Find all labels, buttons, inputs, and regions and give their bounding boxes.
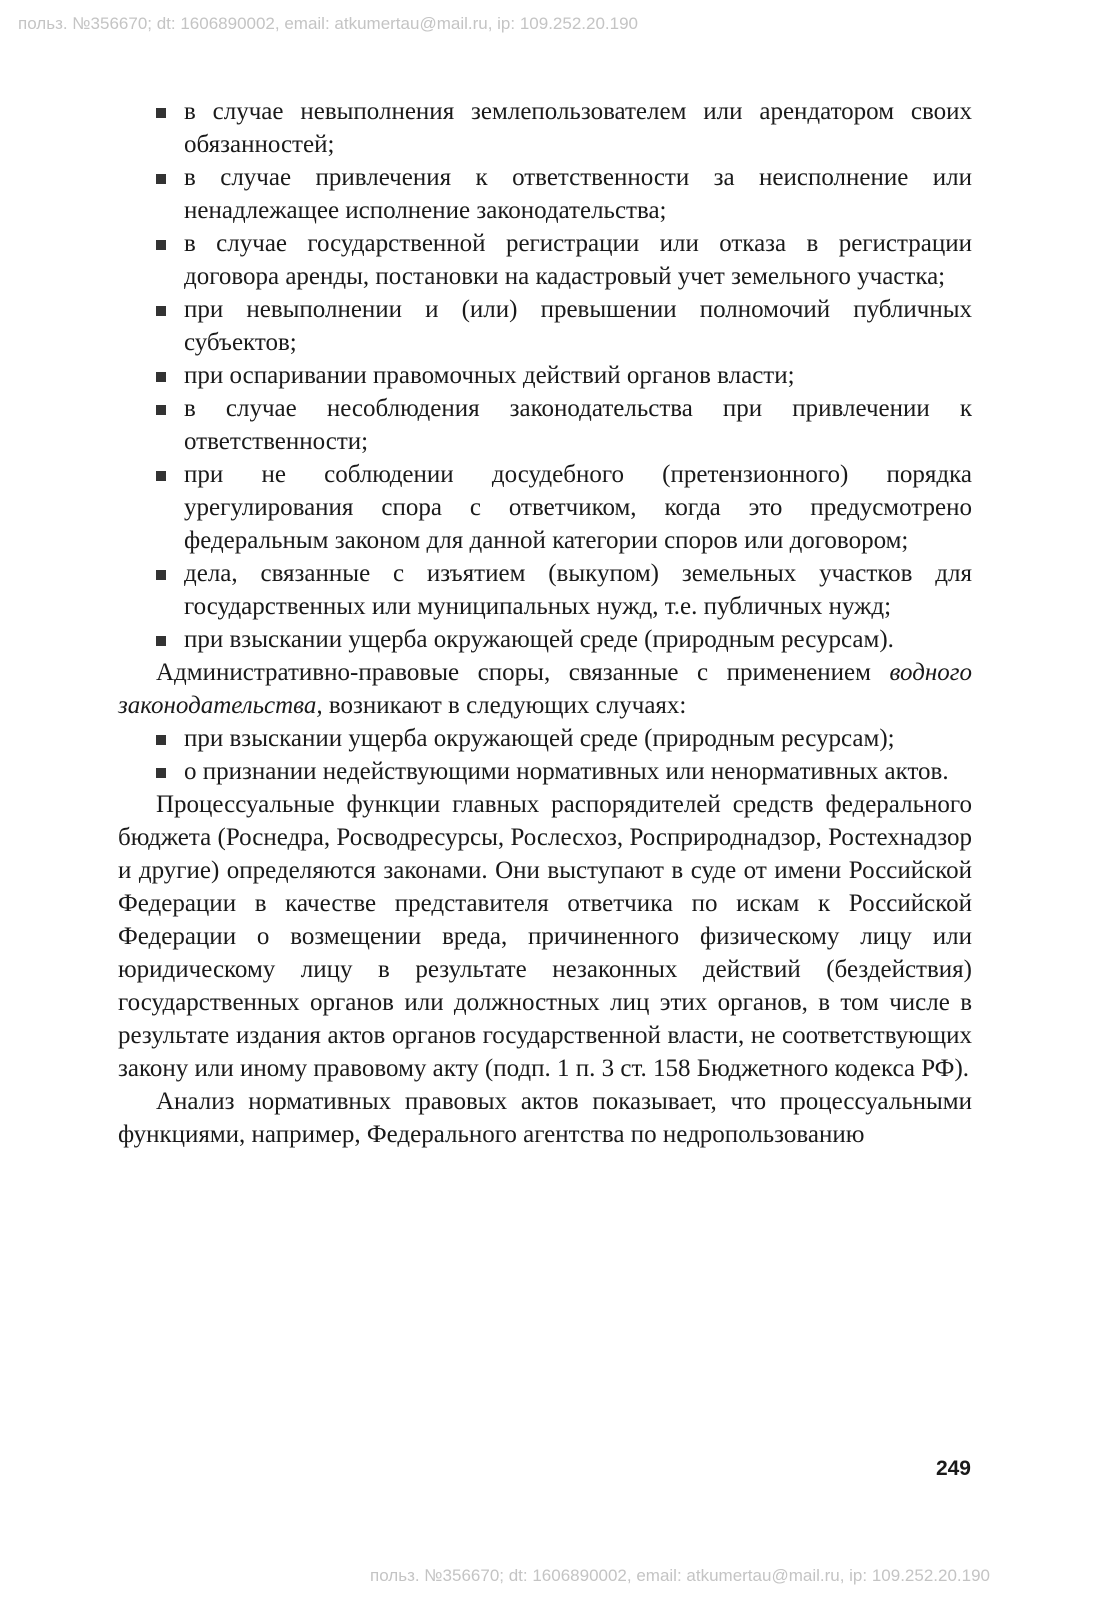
list-item: дела, связанные с изъятием (выкупом) земельных участков для государственных или муниципальных нужд, т.е. публичных нужд;: [118, 557, 972, 623]
paragraph-budget-functions: Процессуальные функции главных распорядителей средств федерального бюджета (Роснедра, Росводресурсы, Рослесхоз, Росприроднадзор, Ростехнадзор и другие) определяются законами. Они выступают в суде от имени Российской Федерации в качестве представителя ответчика по искам к Российской Федерации о возмещении вреда, причиненного физическому лицу или юридическому лицу в результате незаконных действий (бездействия) государственных органов или должностных лиц этих органов, в том числе в результате издания актов органов государственной власти, не соответствующих закону или иному правовому акту (подп. 1 п. 3 ст. 158 Бюджетного кодекса РФ).: [118, 791, 972, 1082]
list-item: в случае государственной регистрации или отказа в регистрации договора аренды, постановки на кадастровый учет земельного участка;: [118, 227, 972, 293]
paragraph-water-law-intro: [118, 656, 972, 722]
list-item: при взыскании ущерба окружающей среде (природным ресурсам);: [118, 722, 972, 755]
paragraph-text: Административно-правовые споры, связанные с применением: [156, 659, 890, 686]
page-number: 249: [935, 1457, 971, 1480]
list-item: при взыскании ущерба окружающей среде (природным ресурсам).: [118, 623, 972, 656]
list-item: при оспаривании правомочных действий органов власти;: [118, 359, 972, 392]
italic-term: водного законодательства,: [118, 659, 972, 719]
list-item: в случае несоблюдения законодательства при привлечении к ответственности;: [118, 392, 972, 458]
page-body: [118, 95, 972, 1151]
paragraph-analysis: Анализ нормативных правовых актов показывает, что процессуальными функциями, например, Федерального агентства по недропользованию: [118, 1088, 972, 1148]
watermark-top: польз. №356670; dt: 1606890002, email: atkumertau@mail.ru, ip: 109.252.20.190: [18, 14, 639, 33]
list-item: при невыполнении и (или) превышении полномочий публичных субъектов;: [118, 293, 972, 359]
list-item: о признании недействующими нормативных или ненормативных актов.: [118, 755, 972, 788]
watermark-bottom: польз. №356670; dt: 1606890002, email: atkumertau@mail.ru, ip: 109.252.20.190: [370, 1566, 991, 1585]
list-item: в случае привлечения к ответственности за неисполнение или ненадлежащее исполнение законодательства;: [118, 161, 972, 227]
list-item: в случае невыполнения землепользователем или арендатором своих обязанностей;: [118, 95, 972, 161]
bullet-list-water-disputes: [118, 722, 972, 788]
list-item: при не соблюдении досудебного (претензионного) порядка урегулирования спора с ответчиком, когда это предусмотрено федеральным законом для данной категории споров или договором;: [118, 458, 972, 557]
bullet-list-land-disputes: [118, 95, 972, 656]
paragraph-text: возникают в следующих случаях:: [322, 692, 687, 719]
